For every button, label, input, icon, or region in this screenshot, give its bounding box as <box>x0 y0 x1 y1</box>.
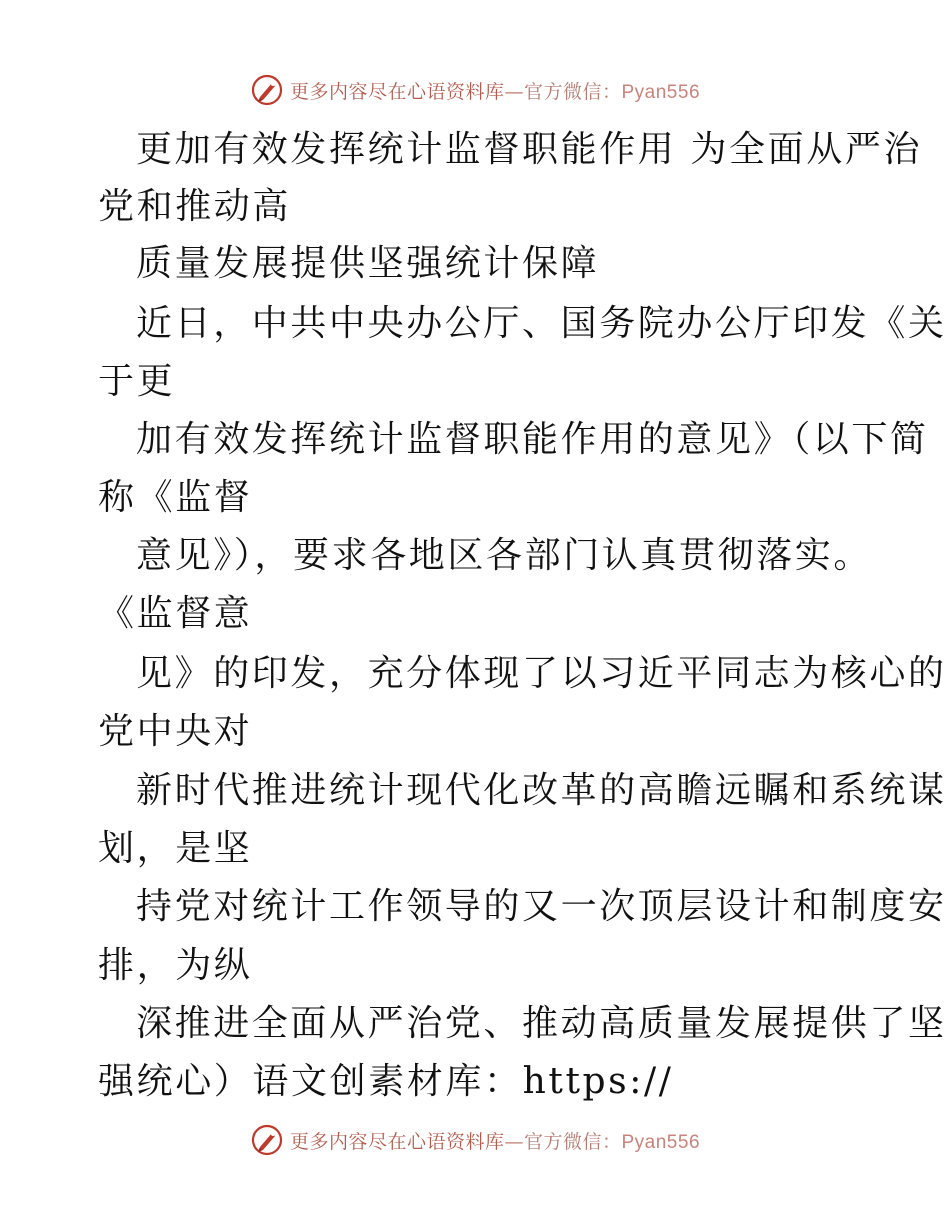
text-line: 见》的印发，充分体现了以习近平同志为核心的 <box>136 653 947 694</box>
banner-text: 更多内容尽在心语资料库—官方微信：Pyan556 <box>289 1130 701 1153</box>
text-line: 深推进全面从严治党、推动高质量发展提供了坚 <box>136 1003 947 1044</box>
text-line: 称《监督 <box>98 477 253 518</box>
text-line: 划，是坚 <box>98 828 253 869</box>
text-line: 强统心）语文创素材库：https:// <box>98 1061 674 1102</box>
text-line: 质量发展提供坚强统计保障 <box>136 243 600 284</box>
text-line: 党和推动高 <box>98 186 292 227</box>
text-line: 党中央对 <box>98 711 253 752</box>
text-line: 近日，中共中央办公厅、国务院办公厅印发《关 <box>136 303 947 344</box>
text-line: 排，为纵 <box>98 945 253 986</box>
text-line: 于更 <box>98 361 176 402</box>
text-line: 更加有效发挥统计监督职能作用 为全面从严治 <box>136 129 923 170</box>
text-line: 持党对统计工作领导的又一次顶层设计和制度安 <box>136 886 947 927</box>
text-line: 加有效发挥统计监督职能作用的意见》（以下简 <box>136 419 929 460</box>
banner-text: 更多内容尽在心语资料库—官方微信：Pyan556 <box>289 80 701 103</box>
pen-logo-icon <box>250 1123 284 1157</box>
text-line: 《监督意 <box>98 593 253 634</box>
text-line: 新时代推进统计现代化改革的高瞻远瞩和系统谋 <box>136 770 947 811</box>
text-line: 意见》），要求各地区各部门认真贯彻落实。 <box>136 535 873 576</box>
footer-banner <box>0 1120 950 1160</box>
pen-logo-icon <box>250 73 284 107</box>
header-banner <box>0 70 950 110</box>
